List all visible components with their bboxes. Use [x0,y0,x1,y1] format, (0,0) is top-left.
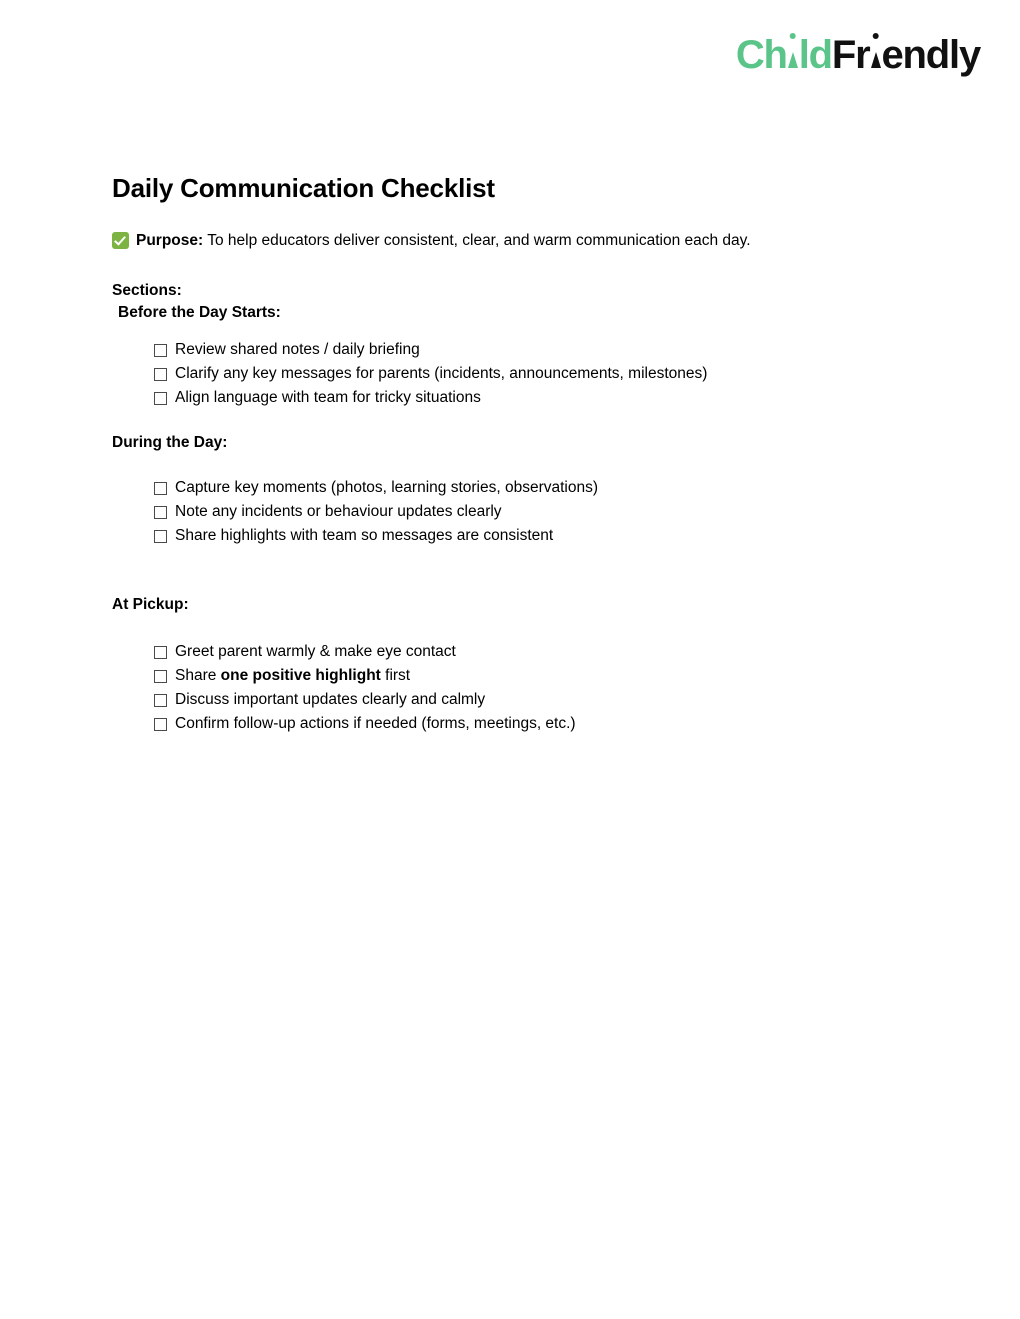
list-item[interactable] [154,664,912,688]
list-item[interactable] [154,712,912,736]
list-item-label: Capture key moments (photos, learning stories, observations) [175,479,599,496]
purpose-text: To help educators deliver consistent, clear, and warm communication each day. [207,232,751,249]
checklist-before-the-day-starts [112,338,912,410]
brand-logo [736,28,980,77]
sections-label: Sections: [112,282,182,299]
list-item-label: Align language with team for tricky situations [175,389,481,406]
list-item[interactable] [154,362,912,386]
list-item[interactable] [154,500,912,524]
list-item[interactable] [154,524,912,548]
list-item[interactable] [154,688,912,712]
checkbox-icon[interactable] [154,482,167,495]
document-body [112,172,912,736]
list-item-label-pre: Share [175,667,221,684]
list-item-label: Discuss important updates clearly and calmly [175,691,486,708]
purpose-label: Purpose: [136,232,204,249]
list-item-label: Clarify any key messages for parents (incidents, announcements, milestones) [175,365,708,382]
logo-child-suffix: ld [798,33,832,77]
logo-child-prefix: Ch [735,33,787,77]
logo-friendly-prefix: Fr [831,33,870,77]
purpose-content [136,230,751,252]
checkbox-icon[interactable] [154,670,167,683]
list-item[interactable] [154,476,912,500]
logo-text-child [736,28,832,77]
list-item[interactable] [154,386,912,410]
section-heading-at-pickup: At Pickup: [112,596,189,613]
list-item-label: Review shared notes / daily briefing [175,341,420,358]
list-item[interactable] [154,338,912,362]
section-heading-before-the-day-starts: Before the Day Starts: [118,304,281,321]
logo-stylised-i-icon [787,28,799,68]
checkbox-icon[interactable] [154,368,167,381]
list-item[interactable] [154,640,912,664]
checkbox-icon[interactable] [154,344,167,357]
purpose-statement [112,230,912,252]
checklist-at-pickup [112,640,912,736]
list-item-label-post: first [380,667,411,684]
checkbox-icon[interactable] [154,718,167,731]
checklist-during-the-day [112,476,912,548]
checkbox-icon[interactable] [154,646,167,659]
list-item-label: Greet parent warmly & make eye contact [175,643,456,660]
checkbox-icon[interactable] [154,694,167,707]
logo-friendly-suffix: endly [881,33,980,77]
checkbox-icon[interactable] [154,506,167,519]
white-check-mark-icon [112,232,129,249]
list-item-label: Note any incidents or behaviour updates clearly [175,503,502,520]
logo-stylised-i-icon-2 [870,28,882,68]
checkbox-icon[interactable] [154,392,167,405]
list-item-label: Confirm follow-up actions if needed (forms, meetings, etc.) [175,715,576,732]
logo-text-friendly [832,28,980,77]
checkbox-icon[interactable] [154,530,167,543]
section-heading-during-the-day: During the Day: [112,434,228,451]
list-item-label-emphasis: one positive highlight [220,667,381,684]
list-item-label: Share highlights with team so messages are consistent [175,527,554,544]
page-title: Daily Communication Checklist [112,173,495,203]
list-item-label-rich [175,664,410,688]
